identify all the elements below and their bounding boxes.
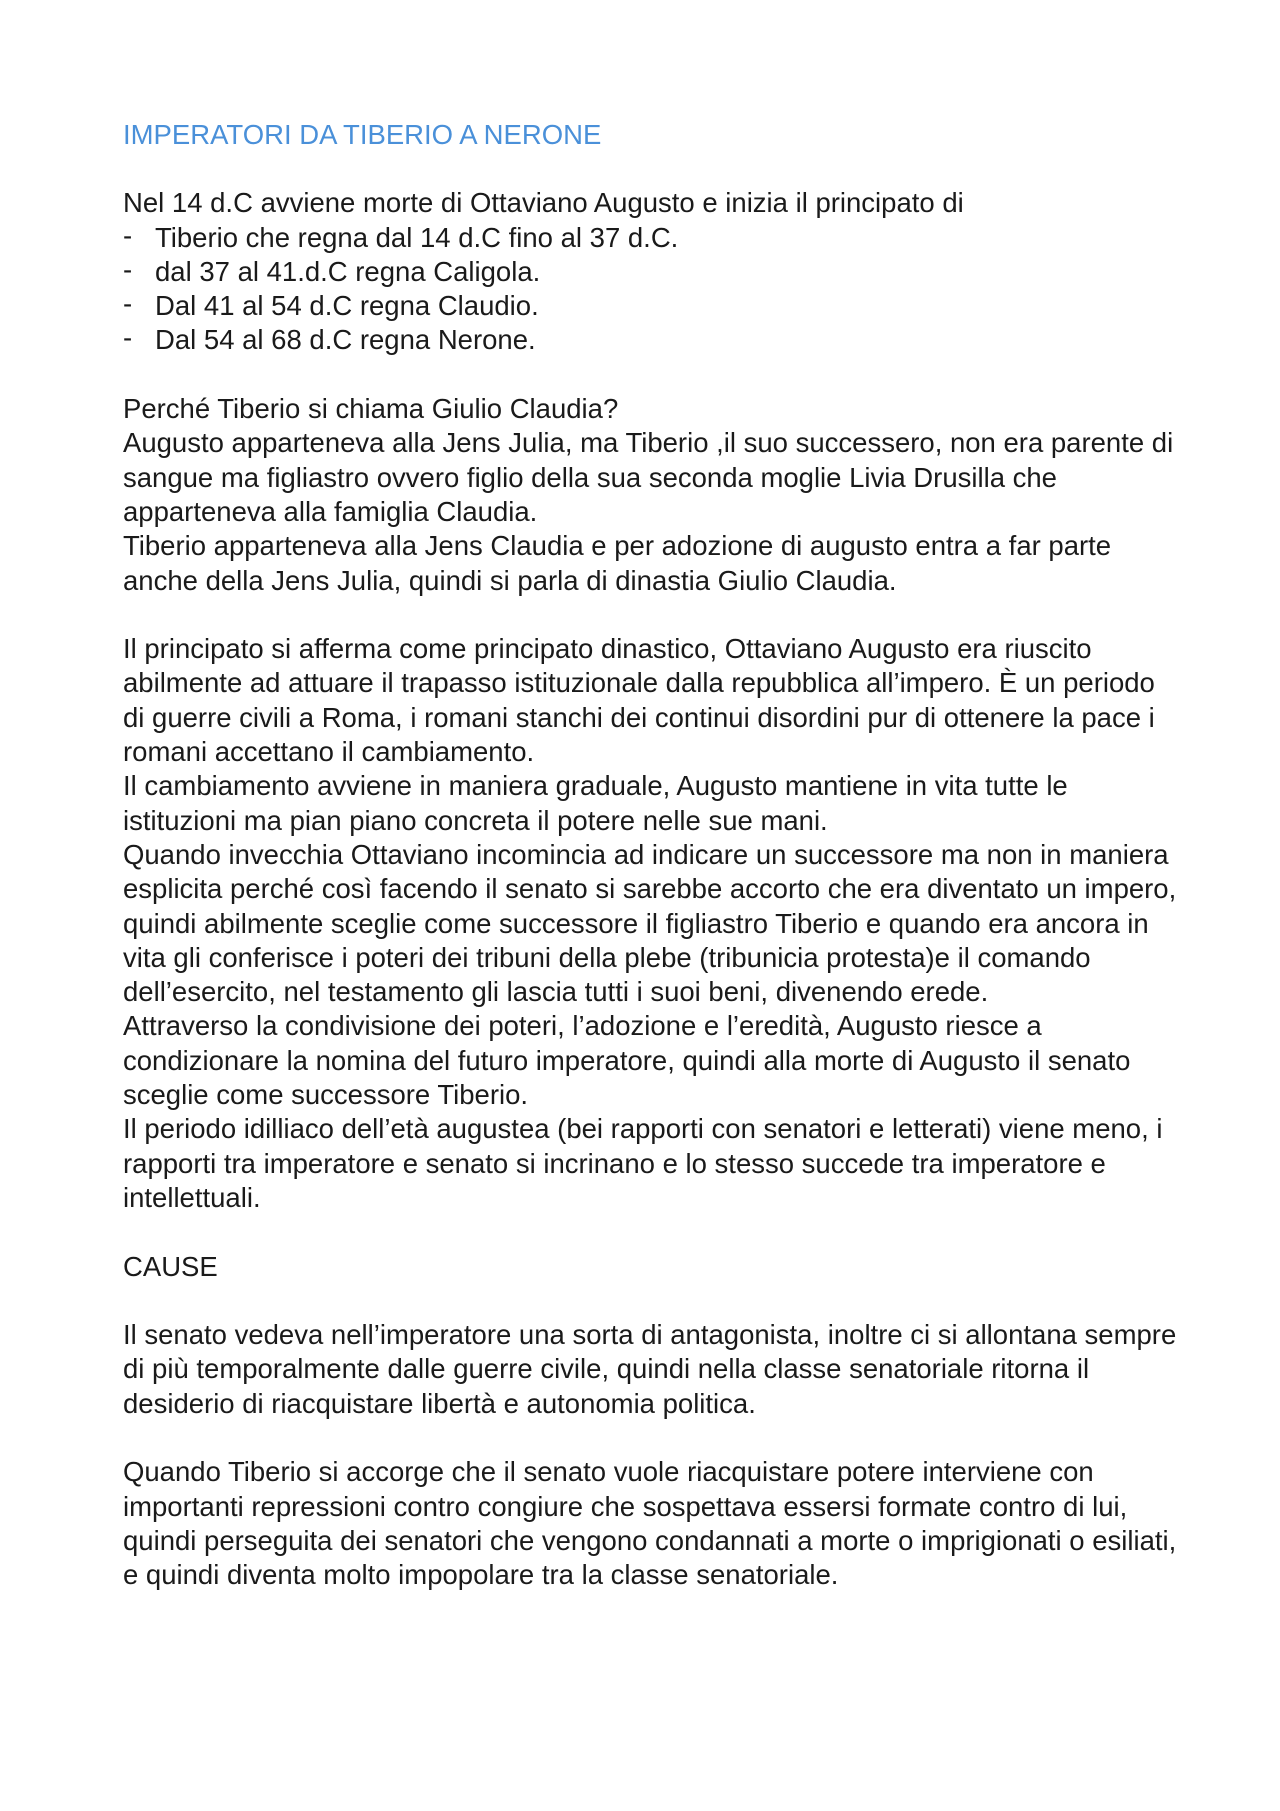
paragraph: Il periodo idilliaco dell’età augustea (bei rapporti con senatori e letterati) viene meno, i rapporti tra imperatore e senato si incrinano e lo stesso succede tra imperatore e intellettuali. [123, 1113, 1163, 1213]
document-title: IMPERATORI DA TIBERIO A NERONE [123, 119, 602, 150]
emperor-list [123, 221, 1183, 358]
paragraph: Augusto apparteneva alla Jens Julia, ma Tiberio ,il suo successero, non era parente di sangue ma figliastro ovvero figlio della sua seconda moglie Livia Drusilla che apparteneva alla famiglia Claudia. [123, 427, 1174, 527]
list-item: - dal 37 al 41.d.C regna Caligola. [123, 255, 1183, 289]
paragraph: Il senato vedeva nell’imperatore una sorta di antagonista, inoltre ci si allontana sempre di più temporalmente dalle guerre civile, quindi nella classe senatoriale ritorna il desiderio di riacquistare libertà e autonomia politica. [123, 1319, 1177, 1419]
causes-heading: CAUSE [123, 1250, 218, 1282]
question-heading: Perché Tiberio si chiama Giulio Claudia? [123, 393, 619, 425]
paragraph: Il cambiamento avviene in maniera graduale, Augusto mantiene in vita tutte le istituzioni ma pian piano concreta il potere nelle sue mani. [123, 770, 1068, 836]
paragraph: Tiberio apparteneva alla Jens Claudia e per adozione di augusto entra a far parte anche della Jens Julia, quindi si parla di dinastia Giulio Claudia. [123, 530, 1112, 596]
list-item: - Dal 41 al 54 d.C regna Claudio. [123, 289, 1183, 323]
list-item: - Dal 54 al 68 d.C regna Nerone. [123, 323, 1183, 357]
paragraph: Quando Tiberio si accorge che il senato vuole riacquistare potere interviene con importanti repressioni contro congiure che sospettava essersi formate contro di lui, quindi perseguita dei senatori che vengono condannati a morte o imprigionati o esiliati, e quindi diventa molto impopolare tra la classe senatoriale. [123, 1456, 1177, 1591]
paragraph: Il principato si afferma come principato dinastico, Ottaviano Augusto era riuscito abilmente ad attuare il trapasso istituzionale dalla repubblica all’impero. È un periodo di guerre civili a Roma, i romani stanchi dei continui disordini pur di ottenere la pace i romani accettano il cambiamento. [123, 633, 1155, 768]
paragraph: Attraverso la condivisione dei poteri, l’adozione e l’eredità, Augusto riesce a condizionare la nomina del futuro imperatore, quindi alla morte di Augusto il senato sceglie come successore Tiberio. [123, 1010, 1131, 1111]
list-item: - Tiberio che regna dal 14 d.C fino al 37 d.C. [123, 221, 1183, 255]
paragraph: Quando invecchia Ottaviano incomincia ad indicare un successore ma non in maniera esplicita perché così facendo il senato si sarebbe accorto che era diventato un impero, quindi abilmente sceglie come successore il figliastro Tiberio e quando era ancora in vita gli conferisce i poteri dei tribuni della plebe (tribunicia protesta)e il comando dell’esercito, nel testamento gli lascia tutti i suoi beni, divenendo erede. [123, 838, 1177, 1008]
document-body [123, 118, 1183, 1592]
intro-paragraph: Nel 14 d.C avviene morte di Ottaviano Augusto e inizia il principato di [123, 187, 964, 219]
